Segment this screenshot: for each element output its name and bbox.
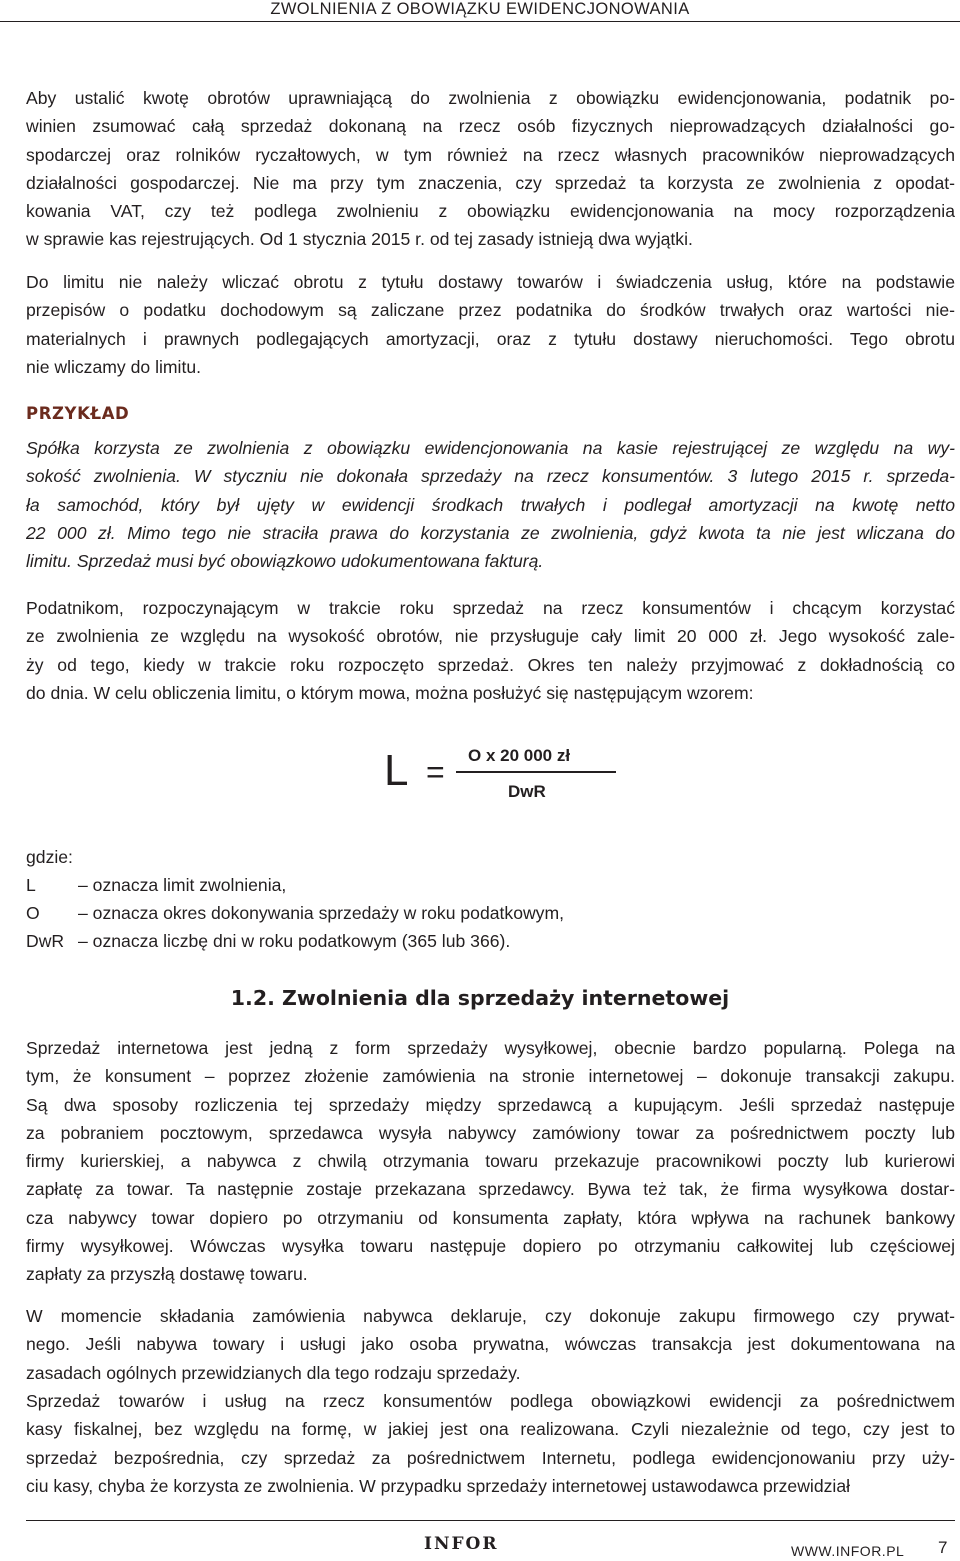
text-line: zapłaty za przyszłą dostawę towaru.	[26, 1264, 308, 1285]
definition-text: – oznacza okres dokonywania sprzedaży w roku podatkowym,	[78, 903, 565, 923]
text-line: Do limitu nie należy wliczać obrotu z tytułu dostawy towarów i świadczenia usług, które na podstawie	[26, 272, 955, 292]
paragraph-limit-calculation	[26, 84, 955, 254]
text-line: do dnia. W celu obliczenia limitu, o którym mowa, można posłużyć się następującym wzorem:	[26, 682, 754, 703]
definition-text: – oznacza liczbę dni w roku podatkowym (365 lub 366).	[78, 931, 511, 951]
text-line: sprzedaż bezpośrednia, czy sprzedaż za pośrednictwem Internetu, podlega ewidencjonowaniu przy uży-	[26, 1447, 955, 1468]
text-line: W momencie składania zamówienia nabywca deklaruje, czy dokonuje zakupu firmowego czy prywat-	[26, 1306, 955, 1326]
example-text	[26, 434, 955, 575]
paragraph-fiscal-register	[26, 1387, 955, 1500]
publisher-logo: INFOR	[424, 1534, 499, 1554]
text-line: Aby ustalić kwotę obrotów uprawniającą do zwolnienia z obowiązku ewidencjonowania, podatnik po-	[26, 88, 955, 108]
definition-symbol: DwR	[26, 931, 65, 951]
formula-numerator: O x 20 000 zł	[468, 746, 571, 765]
text-line: za pobraniem pocztowym, sprzedawca wysyła nabywcy zamówiony towar za pośrednictwem poczty lub	[26, 1122, 955, 1143]
text-line: ciu kasy, chyba że korzysta ze zwolnienia. W przypadku sprzedaży internetowej ustawodawca przewidział	[26, 1475, 851, 1496]
text-line: materialnych i prawnych podlegających amortyzacji, oraz z tytułu dostawy nieruchomości. Tego obrotu	[26, 328, 955, 349]
text-line: Podatnikom, rozpoczynającym w trakcie roku sprzedaż na rzecz konsumentów i chcącym korzystać	[26, 598, 955, 618]
example-heading: PRZYKŁAD	[26, 404, 130, 423]
definition-symbol: L	[26, 875, 36, 895]
limit-formula	[384, 742, 624, 812]
definition-item	[26, 871, 286, 899]
text-line: przepisów o podatku dochodowym są zaliczane przez podatnika do środków trwałych oraz wartości nie-	[26, 300, 955, 321]
text-line: winien zsumować całą sprzedaż dokonaną na rzecz osób fizycznych nieprowadzących działalności go-	[26, 116, 955, 137]
text-line: 22 000 zł. Mimo tego nie straciła prawa do korzystania ze zwolnienia, gdyż kwota ta nie jest wliczana do	[26, 522, 955, 543]
text-line: tym, że konsument – poprzez złożenie zamówienia na stronie internetowej – dokonuje transakcji zakupu.	[26, 1066, 955, 1087]
section-heading: 1.2. Zwolnienia dla sprzedaży internetowej	[230, 986, 730, 1010]
fraction-bar	[456, 771, 616, 773]
text-line: kowania VAT, czy też podlega zwolnieniu z obowiązku ewidencjonowania na mocy rozporządzenia	[26, 201, 955, 222]
paragraph-internet-sales	[26, 1034, 955, 1289]
text-line: ży od tego, kiedy w trakcie roku rozpoczęto sprzedaż. Okres ten należy przyjmować z dokładnością co	[26, 654, 955, 675]
running-header: ZWOLNIENIA Z OBOWIĄZKU EWIDENCJONOWANIA	[270, 0, 690, 18]
text-line: limitu. Sprzedaż musi być obowiązkowo udokumentowana fakturą.	[26, 551, 544, 572]
text-line: nego. Jeśli nabywa towary i usługi jako osoba prywatna, wówczas transakcja jest dokumentowana na	[26, 1334, 955, 1355]
formula-denominator: DwR	[508, 782, 546, 801]
footer-url: WWW.INFOR.PL	[791, 1543, 905, 1559]
text-line: Są dwa sposoby rozliczenia tej sprzedaży między sprzedawcą a kupującym. Jeśli sprzedaż następuje	[26, 1094, 955, 1115]
text-line: ze zwolnienia ze względu na wysokość obrotów, nie przysługuje cały limit 20 000 zł. Jego wysokość zale-	[26, 626, 955, 647]
text-line: nie wliczamy do limitu.	[26, 356, 202, 377]
paragraph-limit-exclusions	[26, 268, 955, 381]
paragraph-order-declaration	[26, 1302, 955, 1387]
text-line: firmy wysyłkowej. Wówczas wysyłka towaru następuje dopiero po otrzymaniu całkowitej lub częściowej	[26, 1236, 955, 1257]
definition-item	[26, 899, 564, 927]
text-line: Sprzedaż internetowa jest jedną z form sprzedaży wysyłkowej, obecnie bardzo popularną. Polega na	[26, 1038, 955, 1058]
text-line: cza nabywcy towar dopiero po otrzymaniu od konsumenta zapłaty, która wpływa na rachunek bankowy	[26, 1207, 955, 1228]
text-line: zapłatę za towar. Ta następnie zostaje przekazana sprzedawcy. Bywa też tak, że firma wysyłkowa dostar-	[26, 1179, 955, 1200]
paragraph-partial-year	[26, 594, 955, 707]
formula-equals: =	[426, 754, 445, 790]
definition-symbol: O	[26, 903, 40, 923]
text-line: w sprawie kas rejestrujących. Od 1 stycznia 2015 r. od tej zasady istnieją dwa wyjątki.	[26, 229, 693, 250]
definition-item	[26, 927, 510, 955]
formula-lhs: L	[384, 746, 409, 795]
header-rule	[0, 21, 960, 22]
text-line: Sprzedaż towarów i usług na rzecz konsumentów podlega obowiązkowi ewidencji za pośrednictwem	[26, 1391, 955, 1411]
definition-text: – oznacza limit zwolnienia,	[78, 875, 287, 895]
text-line: firmy kurierskiej, a nabywca z chwilą otrzymania towaru przekazuje pracownikowi poczty lub kurierowi	[26, 1151, 955, 1172]
definitions-intro: gdzie:	[26, 847, 73, 867]
text-line: spodarczej oraz rolników ryczałtowych, w tym również na rzecz własnych pracowników nieprowadzących	[26, 144, 955, 165]
text-line: sokość zwolnienia. W styczniu nie dokonała sprzedaży na rzecz konsumentów. 3 lutego 2015 r. sprzeda-	[26, 466, 955, 487]
footer-rule	[26, 1520, 955, 1521]
text-line: Spółka korzysta ze zwolnienia z obowiązku ewidencjonowania na kasie rejestrującej ze względu na wy-	[26, 438, 955, 458]
page-number: 7	[938, 1538, 948, 1557]
text-line: kasy fiskalnej, bez względu na formę, w jakiej jest ona realizowana. Czyli niezależnie od tego, czy jest to	[26, 1419, 955, 1440]
text-line: działalności gospodarczej. Nie ma przy tym znaczenia, czy sprzedaż ta korzysta ze zwolnienia z opodat-	[26, 172, 955, 193]
text-line: ła samochód, który był ujęty w ewidencji środkach trwałych i podlegał amortyzacji na kwotę netto	[26, 494, 955, 515]
text-line: zasadach ogólnych przewidzianych dla tego rodzaju sprzedaży.	[26, 1362, 521, 1383]
